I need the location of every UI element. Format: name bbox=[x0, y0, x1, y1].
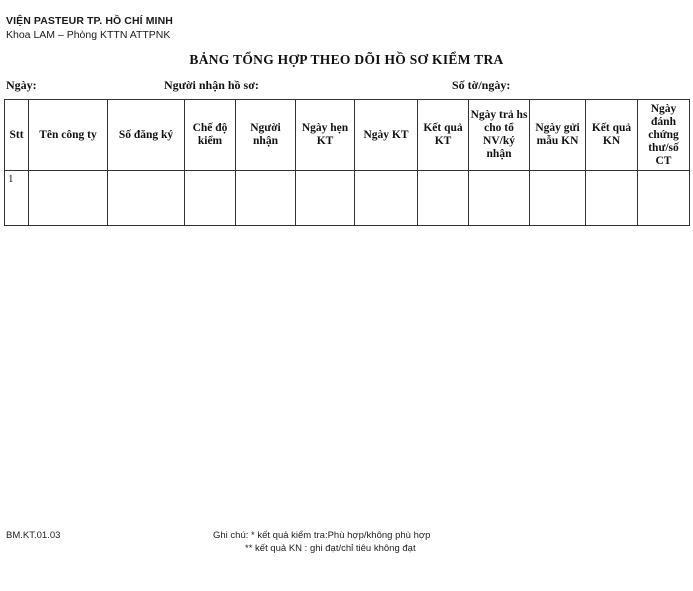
receiver-label: Người nhận hồ sơ: bbox=[164, 78, 259, 92]
column-header-company: Tên công ty bbox=[29, 100, 108, 171]
note-test-result: ** kết quả KN : ghi đạt/chỉ tiêu không đạt bbox=[245, 543, 416, 554]
column-header-receiver: Người nhận bbox=[236, 100, 296, 171]
cell-sample-date bbox=[530, 171, 586, 226]
column-header-inspection-mode: Chế độ kiểm bbox=[185, 100, 236, 171]
cell-company bbox=[29, 171, 108, 226]
cell-certificate bbox=[638, 171, 690, 226]
cell-registration-no bbox=[108, 171, 185, 226]
organization-header bbox=[6, 14, 173, 42]
cell-appointment-date bbox=[296, 171, 355, 226]
organization-name: VIỆN PASTEUR TP. HỒ CHÍ MINH bbox=[6, 15, 173, 27]
column-header-appointment-date: Ngày hẹn KT bbox=[296, 100, 355, 171]
department-name: Khoa LAM – Phòng KTTN ATTPNK bbox=[6, 29, 171, 41]
column-header-registration-no: Số đăng ký bbox=[108, 100, 185, 171]
table-header-row bbox=[5, 100, 690, 171]
cell-inspection-result bbox=[418, 171, 469, 226]
column-header-inspection-result: Kết quả KT bbox=[418, 100, 469, 171]
cell-inspection-mode bbox=[185, 171, 236, 226]
cell-receiver bbox=[236, 171, 296, 226]
column-header-inspection-date: Ngày KT bbox=[355, 100, 418, 171]
column-header-test-result: Kết quả KN bbox=[586, 100, 638, 171]
cell-inspection-date bbox=[355, 171, 418, 226]
date-label: Ngày: bbox=[6, 78, 37, 92]
cell-stt: 1 bbox=[5, 171, 29, 226]
note-inspection-result: Ghi chú: * kết quả kiểm tra:Phù hợp/không phù hợp bbox=[213, 530, 431, 541]
inspection-log-table bbox=[4, 99, 690, 226]
cell-test-result bbox=[586, 171, 638, 226]
table-row bbox=[5, 171, 690, 226]
column-header-sample-date: Ngày gửi mẫu KN bbox=[530, 100, 586, 171]
sheet-count-label: Số tờ/ngày: bbox=[452, 78, 511, 92]
document-title: BẢNG TỔNG HỢP THEO DÕI HỒ SƠ KIỂM TRA bbox=[189, 52, 504, 67]
cell-return-date bbox=[469, 171, 530, 226]
column-header-certificate: Ngày đánh chứng thư/số CT bbox=[638, 100, 690, 171]
form-code: BM.KT.01.03 bbox=[6, 530, 61, 541]
column-header-stt: Stt bbox=[5, 100, 29, 171]
column-header-return-date: Ngày trả hs cho tổ NV/ký nhận bbox=[469, 100, 530, 171]
